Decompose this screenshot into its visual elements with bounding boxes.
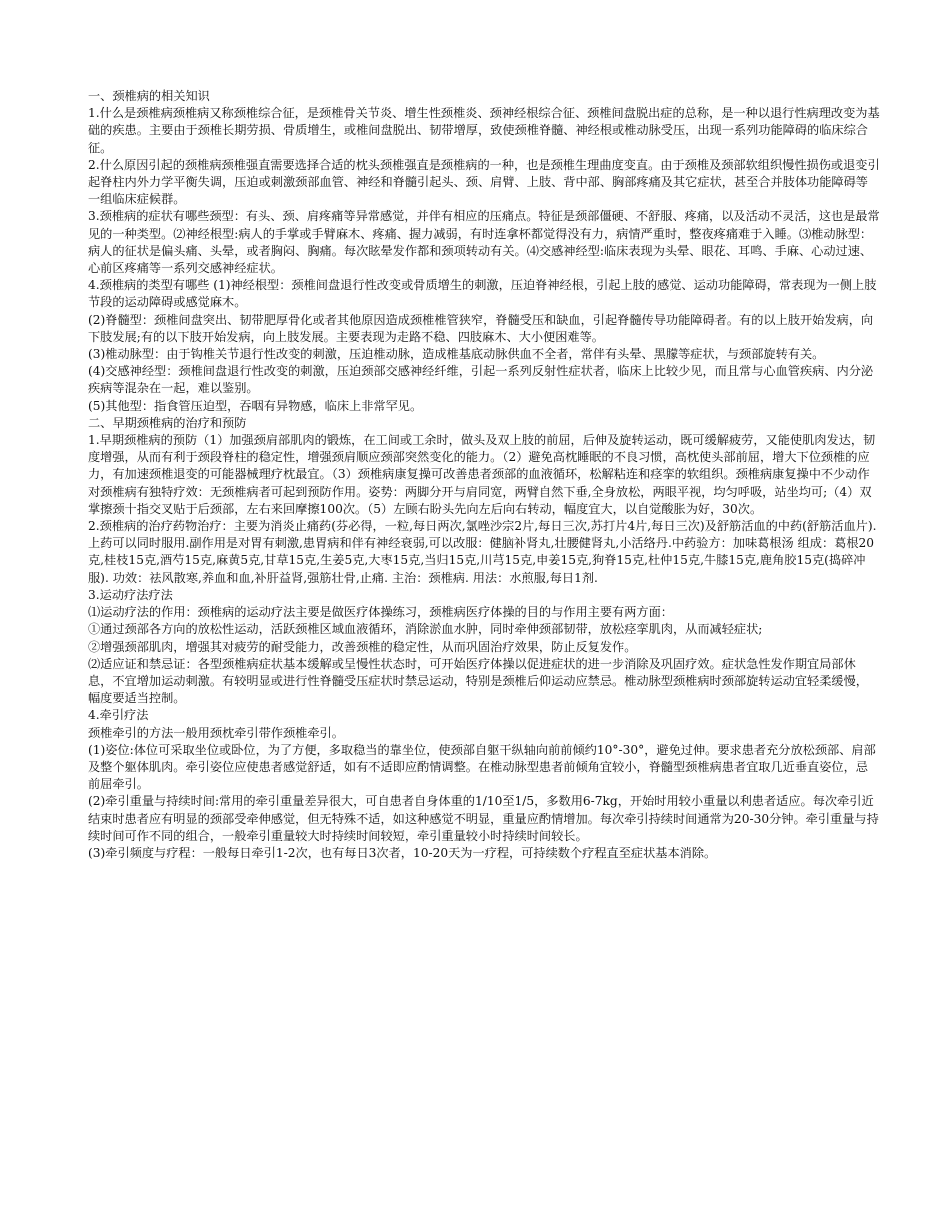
section-heading-2: 二、早期颈椎病的治疗和预防 xyxy=(88,415,247,430)
paragraph-drug-treatment: 2.颈椎病的治疗药物治疗：主要为消炎止痛药(芬必得，一粒,每日两次,氯唑沙宗2片,每日三次,苏打片4片,每日三次)及舒筋活血的中药(舒筋活血片).上药可以同时服用.副作用是对胃有刺激,患胃病和伴有神经衰弱,可以改服：健脑补肾丸,壮腰健肾丸,小活络丹.中药验方：加味葛根汤 组成：葛根20克,桂枝15克,酒芍15克,麻黄5克,甘草15克,生姜5克,大枣15克,当归15克,川芎15克,申姜15克,狗脊15克,杜仲15克,牛膝15克,鹿角胶15克(捣碎冲服). 功效：祛风散寒,养血和血,补肝益肾,强筋壮骨,止痛. 主治：颈椎病. 用法：水煎服,每日1剂. xyxy=(88,519,877,585)
paragraph-traction-method: 颈椎牵引的方法一般用颈枕牵引带作颈椎牵引。 xyxy=(88,725,344,740)
paragraph-types: 4.颈椎病的类型有哪些 (1)神经根型：颈椎间盘退行性改变或骨质增生的刺激，压迫脊神经根，引起上肢的感觉、运动功能障碍，常表现为一侧上肢节段的运动障碍或感觉麻木。 xyxy=(88,278,877,310)
paragraph-indications: ⑵适应证和禁忌证：各型颈椎病症状基本缓解或呈慢性状态时，可开始医疗体操以促进症状的进一步消除及巩固疗效。症状急性发作期宜局部休息，不宜增加运动刺激。有较明显或进行性脊髓受压症状时禁忌运动，特别是颈椎后仰运动应禁忌。椎动脉型颈椎病时颈部旋转运动宜轻柔缓慢，幅度要适当控制。 xyxy=(88,656,868,706)
paragraph-traction-weight: (2)牵引重量与持续时间:常用的牵引重量差异很大，可自患者自身体重的1/10至1/5，多数用6-7kg，开始时用较小重量以利患者适应。每次牵引近结束时患者应有明显的颈部受牵伸感觉，但无特殊不适，如这种感觉不明显，重量应酌情增加。每次牵引持续时间通常为20-30分钟。牵引重量与持续时间可作不同的组合，一般牵引重量较大时持续时间较短，牵引重量较小时持续时间较长。 xyxy=(88,794,879,843)
paragraph-exercise-point-1: ①通过颈部各方向的放松性运动，活跃颈椎区域血液循环，消除淤血水肿，同时牵伸颈部韧带，放松痉挛肌肉，从而减轻症状; xyxy=(88,622,763,637)
paragraph-traction-posture: (1)姿位:体位可采取坐位或卧位，为了方便，多取稳当的靠坐位，使颈部自躯干纵轴向前前倾约10°-30°，避免过伸。要求患者充分放松颈部、肩部及整个躯体肌肉。牵引姿位应使患者感觉舒适，如有不适即应酌情调整。在椎动脉型患者前倾角宜较小，脊髓型颈椎病患者宜取几近垂直姿位，忌前屈牵引。 xyxy=(88,742,876,792)
paragraph-type-other: (5)其他型：指食管压迫型，吞咽有异物感，临床上非常罕见。 xyxy=(88,398,423,413)
paragraph-symptoms: 3.颈椎病的症状有哪些颈型：有头、颈、肩疼痛等异常感觉，并伴有相应的压痛点。特征是颈部僵硬、不舒服、疼痛，以及活动不灵活，这也是最常见的一种类型。⑵神经根型:病人的手掌或手臂麻木、疼痛、握力减弱，有时连拿杯都觉得没有力，病情严重时，整夜疼痛难于入睡。⑶椎动脉型：病人的征状是偏头痛、头晕，或者胸闷、胸痛。每次眩晕发作都和颈项转动有关。⑷交感神经型:临床表现为头晕、眼花、耳鸣、手麻、心动过速、心前区疼痛等一系列交感神经症状。 xyxy=(88,209,880,276)
section-heading-1: 一、颈椎病的相关知识 xyxy=(88,89,210,103)
paragraph-traction-frequency: (3)牵引频度与疗程：一般每日牵引1-2次，也有每日3次者，10-20天为一疗程，可持续数个疗程直至症状基本消除。 xyxy=(88,845,717,860)
paragraph-exercise-role: ⑴运动疗法的作用：颈椎病的运动疗法主要是做医疗体操练习，颈椎病医疗体操的目的与作用主要有两方面： xyxy=(88,605,673,620)
paragraph-type-myelopathy: (2)脊髓型：颈椎间盘突出、韧带肥厚骨化或者其他原因造成颈椎椎管狭窄，脊髓受压和缺血，引起脊髓传导功能障碍者。有的以上肢开始发病，向下肢发展;有的以下肢开始发病，向上肢发展。主要表现为走路不稳、四肢麻木、大小便困难等。 xyxy=(88,312,874,344)
paragraph-causes: 2.什么原因引起的颈椎病颈椎强直需要选择合适的枕头颈椎强直是颈椎病的一种，也是颈椎生理曲度变直。由于颈椎及颈部软组织慢性损伤或退变引起脊柱内外力学平衡失调，压迫或刺激颈部血管、神经和脊髓引起头、颈、肩臂、上肢、背中部、胸部疼痛及其它症状，甚至合并肢体功能障碍等一组临床症候群。 xyxy=(88,157,880,207)
subheading-exercise-therapy: 3.运动疗法疗法 xyxy=(88,587,173,602)
paragraph-type-vertebral-artery: (3)椎动脉型：由于钩椎关节退行性改变的刺激，压迫椎动脉，造成椎基底动脉供血不全者，常伴有头晕、黑朦等症状，与颈部旋转有关。 xyxy=(88,347,825,362)
paragraph-type-sympathetic: (4)交感神经型：颈椎间盘退行性改变的刺激，压迫颈部交感神经纤维，引起一系列反射性症状者，临床上比较少见，而且常与心血管疾病、内分泌疾病等混杂在一起，难以鉴别。 xyxy=(88,364,874,396)
subheading-traction: 4.牵引疗法 xyxy=(88,708,149,723)
paragraph-what-is: 1.什么是颈椎病颈椎病又称颈椎综合征，是颈椎骨关节炎、增生性颈椎炎、颈神经根综合征、颈椎间盘脱出症的总称，是一种以退行性病理改变为基础的疾患。主要由于颈椎长期劳损、骨质增生，或椎间盘脱出、韧带增厚，致使颈椎脊髓、神经根或椎动脉受压，出现一系列功能障碍的临床综合征。 xyxy=(88,106,880,155)
paragraph-prevention: 1.早期颈椎病的预防（1）加强颈肩部肌肉的锻炼，在工间或工余时，做头及双上肢的前屈，后伸及旋转运动，既可缓解疲劳，又能使肌肉发达，韧度增强，从而有利于颈段脊柱的稳定性，增强颈肩顺应颈部突然变化的能力。（2）避免高枕睡眠的不良习惯，高枕使头部前屈，增大下位颈椎的应力，有加速颈椎退变的可能器械理疗枕最宜。（3）颈椎病康复操可改善患者颈部的血液循环，松解粘连和痉挛的软组织。颈椎病康复操中不少动作对颈椎病有独特疗效：无颈椎病者可起到预防作用。姿势：两脚分开与肩同宽，两臂自然下垂,全身放松，两眼平视，均匀呼吸，站坐均可;（4）双掌擦颈十指交叉贴于后颈部，左右来回摩擦100次。（5）左顾右盼头先向左后向右转动，幅度宜大，以自觉酸胀为好，30次。 xyxy=(88,433,876,516)
paragraph-exercise-point-2: ②增强颈部肌肉，增强其对疲劳的耐受能力，改善颈椎的稳定性，从而巩固治疗效果，防止反复发作。 xyxy=(88,639,637,654)
